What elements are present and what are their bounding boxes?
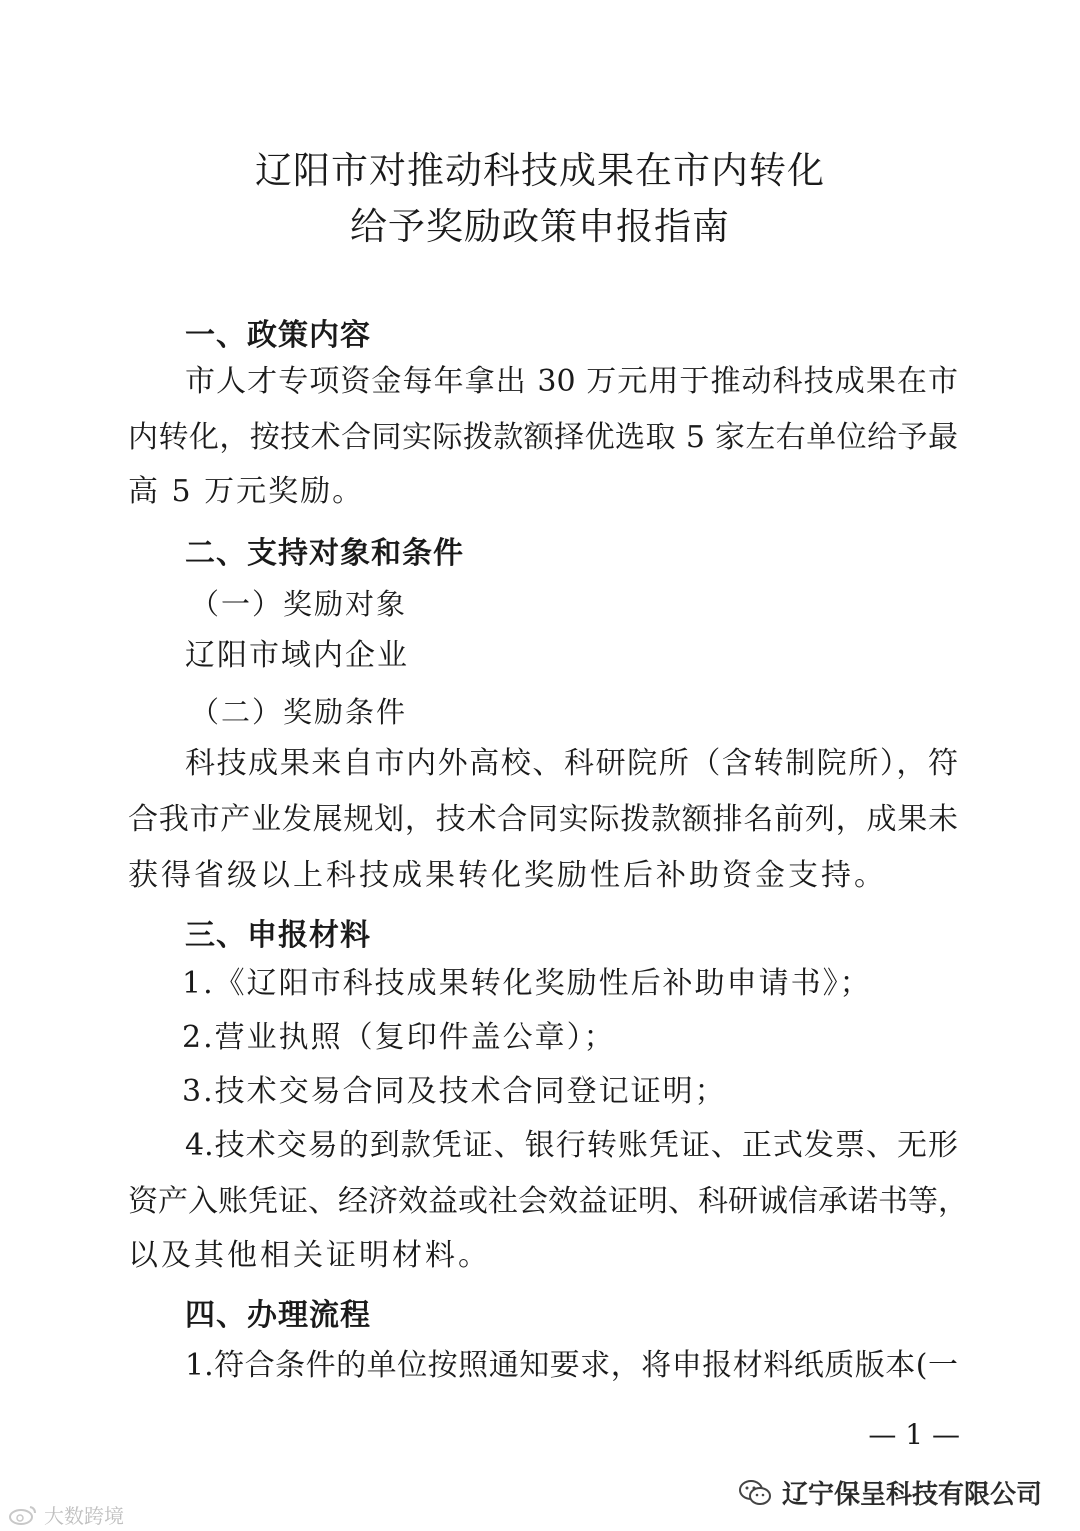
paragraph-line: 市人才专项资金每年拿出 30 万元用于推动科技成果在市 [185, 364, 958, 399]
section-heading-materials: 三、申报材料 [185, 918, 371, 953]
page-number: — 1 — [868, 1418, 960, 1451]
watermark-source-text: 大数跨境 [44, 1504, 124, 1528]
section-heading-support: 二、支持对象和条件 [185, 536, 464, 571]
paragraph-line: 科技成果来自市内外高校、科研院所（含转制院所），符 [185, 746, 958, 781]
wechat-icon [738, 1478, 772, 1508]
subheading-target: （一）奖励对象 [190, 587, 408, 621]
list-item: 2.营业执照（复印件盖公章）； [182, 1020, 616, 1055]
paragraph-line: 1.符合条件的单位按照通知要求，将申报材料纸质版本(一 [185, 1348, 958, 1383]
section-heading-process: 四、办理流程 [185, 1298, 371, 1333]
paragraph-line: 辽阳市域内企业 [185, 638, 409, 673]
list-item: 1.《辽阳市科技成果转化奖励性后补助申请书》； [182, 966, 872, 1001]
watermark-company [738, 1474, 1042, 1511]
watermark-source [8, 1500, 124, 1529]
subheading-conditions: （二）奖励条件 [190, 695, 408, 729]
doc-title-line1: 辽阳市对推动科技成果在市内转化 [255, 149, 825, 192]
watermark-company-text: 辽宁保呈科技有限公司 [782, 1480, 1043, 1510]
list-item: 3.技术交易合同及技术合同登记证明； [182, 1074, 727, 1109]
paragraph-line: 资产入账凭证、经济效益或社会效益证明、科研诚信承诺书等， [128, 1184, 968, 1219]
paragraph-line: 以及其他相关证明材料。 [128, 1238, 491, 1273]
list-item: 4.技术交易的到款凭证、银行转账凭证、正式发票、无形 [185, 1128, 958, 1163]
paragraph-line: 合我市产业发展规划，技术合同实际拨款额排名前列，成果未 [128, 802, 958, 837]
paragraph-line: 获得省级以上科技成果转化奖励性后补助资金支持。 [128, 858, 887, 893]
doc-title-line2: 给予奖励政策申报指南 [350, 205, 730, 248]
weibo-icon [8, 1504, 38, 1526]
section-heading-policy: 一、政策内容 [185, 318, 371, 353]
paragraph-line: 内转化，按技术合同实际拨款额择优选取 5 家左右单位给予最 [128, 420, 958, 455]
paragraph-line: 高 5 万元奖励。 [128, 474, 365, 509]
